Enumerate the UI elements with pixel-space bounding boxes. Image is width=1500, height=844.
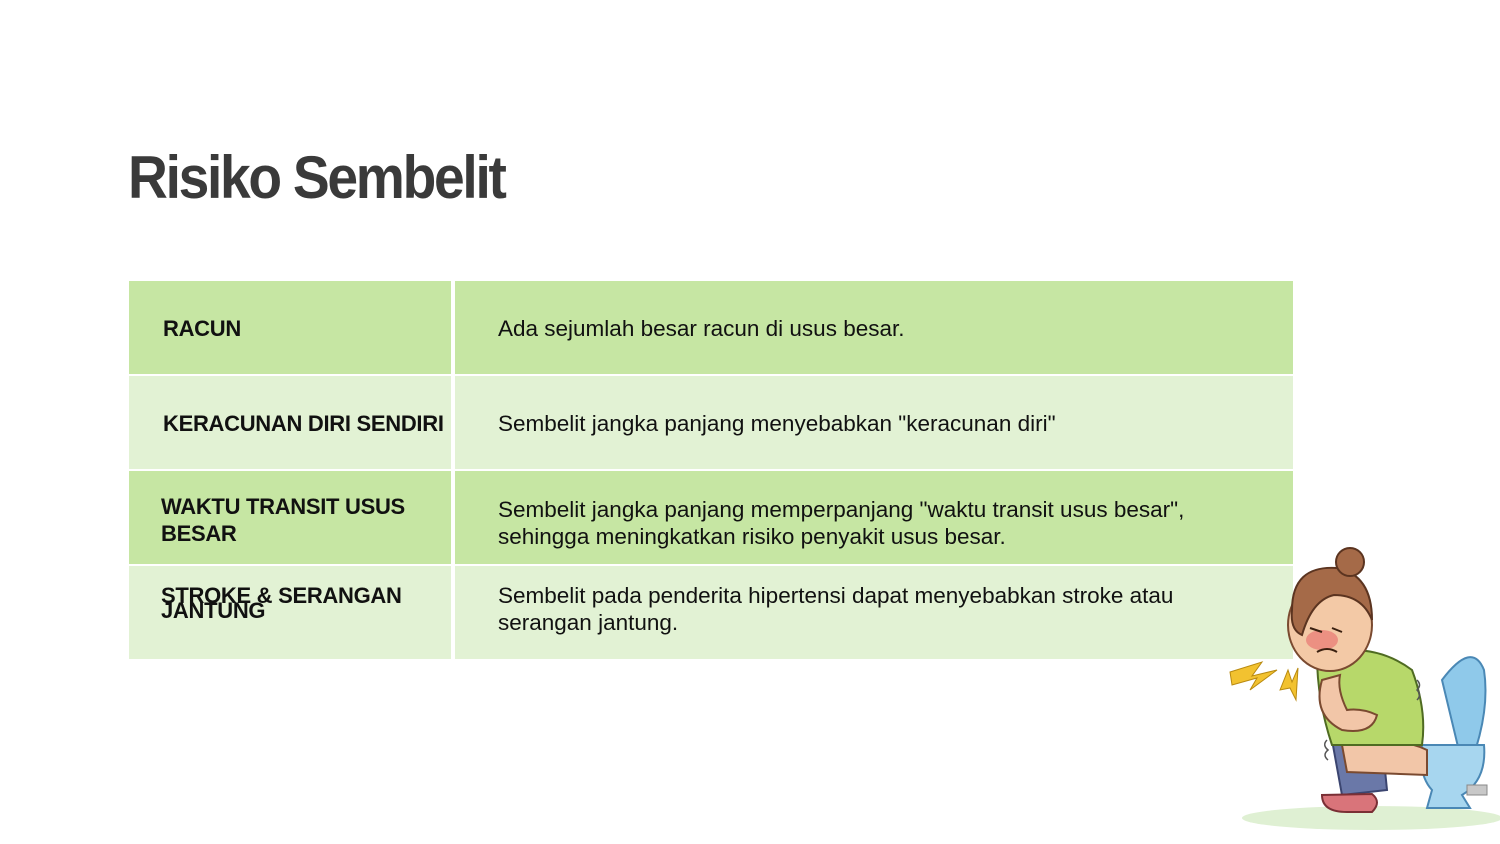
table-row [129, 281, 1293, 374]
row-value: Ada sejumlah besar racun di usus besar. [455, 281, 1293, 374]
person-on-toilet-illustration [1222, 540, 1500, 840]
row-key: KERACUNAN DIRI SENDIRI [129, 376, 451, 469]
table-row [129, 566, 1293, 659]
row-key: WAKTU TRANSIT USUS BESAR [129, 471, 451, 564]
row-value: Sembelit jangka panjang memperpanjang "waktu transit usus besar", sehingga meningkatkan risiko penyakit usus besar. [455, 471, 1293, 564]
slide-title: Risiko Sembelit [128, 144, 505, 211]
row-value: Sembelit pada penderita hipertensi dapat menyebabkan stroke atau serangan jantung. [455, 566, 1293, 659]
table-row [129, 471, 1293, 564]
row-value: Sembelit jangka panjang menyebabkan "keracunan diri" [455, 376, 1293, 469]
row-key: RACUN [129, 281, 451, 374]
risk-table [129, 281, 1293, 659]
row-key: STROKE & SERANGAN JANTUNG [129, 566, 451, 659]
table-row [129, 376, 1293, 469]
